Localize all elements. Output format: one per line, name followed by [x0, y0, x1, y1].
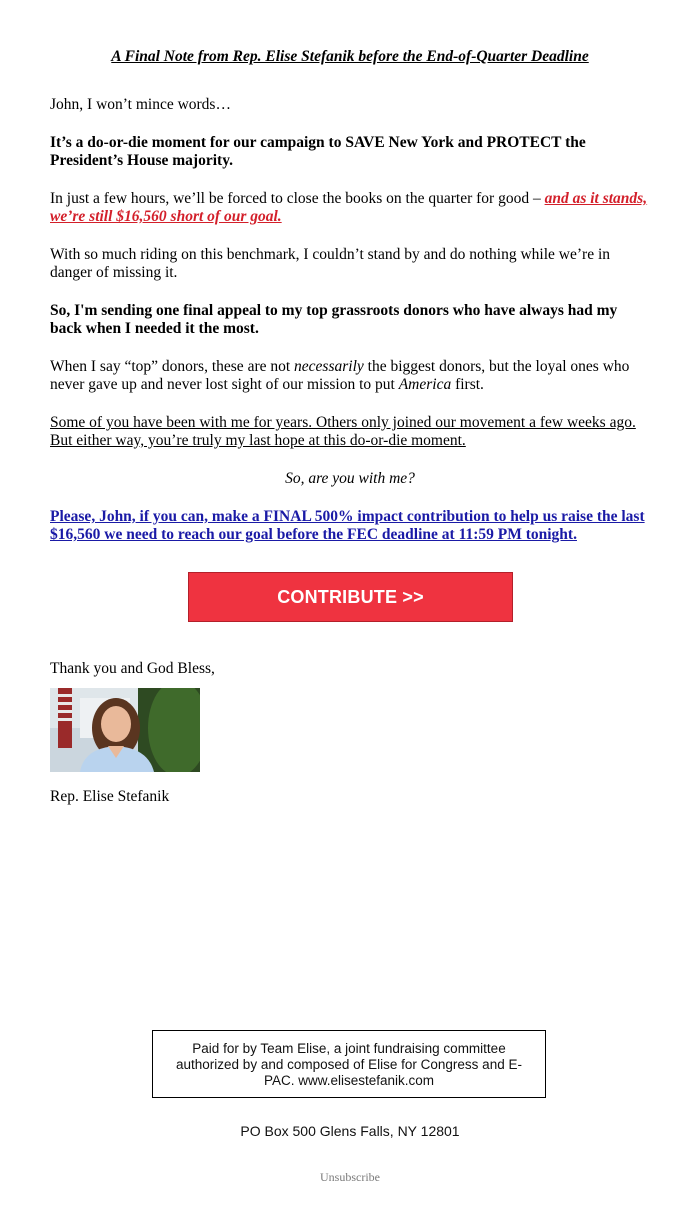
signature-name: Rep. Elise Stefanik [50, 788, 170, 805]
candidate-photo-image [50, 688, 200, 772]
top-donors-emphasis-america: America [398, 376, 452, 393]
paragraph-benchmark: With so much riding on this benchmark, I couldn’t stand by and do nothing while we’re in danger of missing it. [50, 246, 611, 281]
unsubscribe-link[interactable]: Unsubscribe [320, 1170, 380, 1184]
top-donors-text-a: When I say “top” donors, these are not [50, 358, 295, 375]
paragraph-last-hope: Some of you have been with me for years. Others only joined our movement a few weeks ago. But either way, you’re truly my last hope at this do-or-die moment. [50, 414, 636, 449]
email-title: A Final Note from Rep. Elise Stefanik before the End-of-Quarter Deadline [111, 48, 589, 65]
contribution-ask-link[interactable]: Please, John, if you can, make a FINAL 500% impact contribution to help us raise the last $16,560 we need to reach our goal before the FEC deadline at 11:59 PM tonight. [50, 508, 645, 543]
greeting: John, I won’t mince words… [50, 96, 231, 113]
paragraph-top-donors [50, 358, 650, 394]
signoff: Thank you and God Bless, [50, 660, 215, 677]
paragraph-deadline [50, 190, 650, 226]
question-line: So, are you with me? [285, 470, 415, 487]
paragraph-deadline-text: In just a few hours, we’ll be forced to close the books on the quarter for good – [50, 190, 545, 207]
contribution-ask [50, 508, 650, 544]
paragraph-appeal: So, I'm sending one final appeal to my top grassroots donors who have always had my back when I needed it the most. [50, 302, 618, 337]
top-donors-text-b: the biggest donors, but the loyal ones who never gave up and never lost sight of our mission to put [50, 358, 630, 393]
paragraph-urgent: It’s a do-or-die moment for our campaign to SAVE New York and PROTECT the President’s House majority. [50, 134, 586, 169]
contribute-button[interactable]: CONTRIBUTE >> [188, 572, 513, 622]
top-donors-emphasis-necessarily: necessarily [294, 358, 364, 375]
shortfall-highlight: and as it stands, we’re still $16,560 short of our goal. [50, 190, 648, 225]
paid-for-disclaimer: Paid for by Team Elise, a joint fundraising committee authorized by and composed of Elise for Congress and E-PAC. www.elisestefanik.com [152, 1030, 546, 1098]
candidate-photo [50, 688, 200, 772]
top-donors-text-c: first. [451, 376, 484, 393]
mailing-address: PO Box 500 Glens Falls, NY 12801 [240, 1123, 460, 1139]
